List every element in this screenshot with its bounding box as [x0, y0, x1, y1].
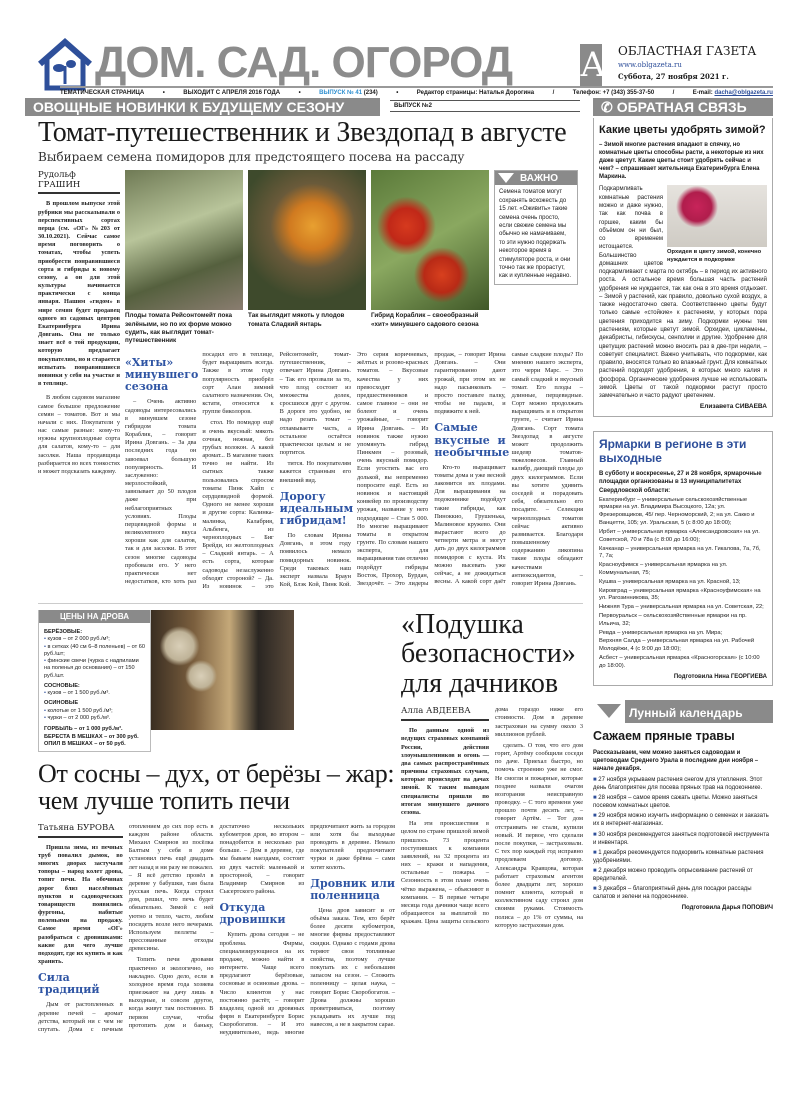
lunar-bar [625, 700, 773, 723]
body-text: Цена дров зависит и от объёма заказа. Тем, кто берёт более десяти кубометров, многие фирмы предоставляют скидки. Однако с годами дрова теряют свои топливные свойства, поэтому лучше покупать их с небольшим запасом на сезон. – Сложить поленницу – целая наука, – говорит Борис Скоробогатов. – Дрова должны хорошо проветриваться, поэтому укладывать их лучше под навесом, а не в закрытом сарае. [310, 906, 395, 1029]
lunar-intro: Рассказываем, чем можно заняться садоводам и цветоводам Среднего Урала в последние дни ноября – начале декабря. [593, 749, 759, 772]
fair-item: Асбест – универсальная ярмарка «Красногорская» (с 10:00 до 18:00). [599, 655, 760, 669]
subheading: Сила традиций [38, 971, 100, 997]
body-text: Купить дрова сегодня – не проблема. Фирмы, специализирующиеся на их продаже, можно найти в интернете. Чаще всего предлагают берёзовые, сосновые и осиновые дрова. – Число клиентов у нас постоянно растёт, – говорит владелец одной из дровяных фирм в Екатеринбурге Борис Скоробогатов. – И это неудивительно, ведь многие предпочитают жить за городом или хотя бы выходные проводить в деревне. Немало покупателей предпочитают чурки и даже брёвна – сами хотят колоть. [219, 822, 395, 1037]
price-group-title: БЕРЁЗОВЫЕ: [44, 629, 83, 636]
prices-box [38, 610, 151, 752]
photo-figure [248, 170, 366, 328]
lunar-bar-label: Лунный календарь [629, 705, 743, 720]
bullet-icon: • [44, 690, 48, 697]
paper-name: ОБЛАСТНАЯ ГАЗЕТА [618, 44, 757, 58]
price-extra-item: БЕРЕСТА В МЕШКАХ – от 300 руб. [44, 733, 139, 740]
main-subtitle: Выбираем семена помидоров для предстоящего посева на рассаду [38, 150, 465, 165]
price-item-text: кузов – от 1 500 руб./м³. [47, 690, 110, 697]
section-issue: ВЫПУСК №2 [390, 100, 580, 112]
body-text: – Очень активно садоводы интересовались в минувшем сезоне гибридом томата Кораблик, – говорит Ирина Довгань. – За два последних года он завоевал большую популярность. И заслуженно: мерзлостойкий, завязывает до 50 плодов даже при неблагоприятных условиях. Плоды перцевидной формы и великолепного вкуса хороши как для салатов, так и для засолки. В этот сезон многие садоводы пробовали его. У него практически нет недостатков, кто хоть раз посадил его в теплице, будет выращивать всегда. Также в этом году популярность приобрёл сорт Алан зимний салатного назначения. Он, кстати, относится к группе биколоров. [125, 351, 274, 586]
bullet-icon: ■ [593, 831, 599, 838]
body-text: На эти происшествия в целом по стране пришлой зимой пришлось 73 процента поступивших к компании заявлений, на 32 процента из них – кражи и нападения, остальные – пожары. – Сезонность в этом плане очень чётко выражена, – объясняют в компании. – В первые четыре месяца года дачники чаще всего обращаются за выплатой по кражам. Цена защиты сельского дома гораздо ниже его стоимости. Дом в деревне застрахован на сумму около 3 миллионов рублей. [401, 706, 583, 926]
lunar-item [593, 776, 773, 792]
fair-item: Екатеринбург – универсальные сельскохозяйственные ярмарки на ул. Владимира Высоцкого, 12а; ул. Фрезеровщиков, 45/ пер. Черноморский, 2; на ул. Сакко и Ванцетти, 105; ул. Уральская, 5 (с 8:00 до 18:00); [599, 496, 755, 527]
insurance-lead: По данным одной из ведущих страховых компаний России, действия злоумышленников и огонь — два самых распространённых причины страховых случаев, которые происходят на дачах зимой. К таким выводам специалисты пришли по итогам минувшего дачного сезона. [401, 727, 489, 816]
masthead-title: ДОМ. САД. ОГОРОД [95, 38, 513, 87]
photo-figure [371, 170, 489, 328]
lunar-item [593, 831, 773, 847]
main-author: Рудольф ГРАШИН [38, 170, 120, 194]
info-line: ТЕМАТИЧЕСКАЯ СТРАНИЦА • ВЫХОДИТ С АПРЕЛЯ 2016 ГОДА • ВЫПУСК № 41 (234) • Редактор страницы: Наталья Дорогина / Телефон: +7 (343) 355-37-50 / E-mail: dacha@oblgazeta.ru [60, 86, 773, 97]
photo-caption: Гибрид Кораблик – своеобразный «хит» минувшего садового сезона [371, 312, 479, 328]
subheading: Самые вкусные и необычные [434, 421, 510, 459]
main-article [38, 118, 583, 591]
lunar-item-text: 2 декабря можно проводить опрыскивание растений от вредителей. [593, 867, 753, 883]
prices-title: ЦЕНЫ НА ДРОВА [39, 610, 150, 623]
feedback-title: Какие цветы удобрять зимой? [599, 124, 766, 136]
feedback-bar [593, 98, 773, 116]
fairs-signature: Подготовила Нина ГЕОРГИЕВА [673, 673, 767, 680]
price-item-text: колотые от 1 500 руб./м³; [47, 707, 113, 714]
issue-total: (234) [363, 90, 378, 96]
price-extra-item: ГОРБЫЛЬ – от 1 000 руб./м³. [44, 726, 123, 733]
insurance-article [401, 610, 583, 930]
insurance-author: Алла АВДЕЕВА [401, 706, 489, 721]
photo-firewood [151, 610, 294, 730]
logo-house-icon [36, 38, 94, 92]
subheading: Дровник или поленница [310, 876, 395, 902]
insurance-body-columns [401, 706, 583, 930]
fairs-box [593, 431, 773, 685]
lunar-item [593, 849, 773, 865]
lunar-signature: Подготовила Дарья ПОПОВИЧ [681, 905, 773, 912]
bullet-icon: ■ [593, 813, 599, 820]
bullet-icon: ■ [593, 795, 599, 802]
lunar-item [593, 885, 773, 901]
photo-tomato-korablik [371, 170, 489, 310]
price-item [44, 658, 145, 680]
bullet-icon: • [44, 707, 48, 714]
fair-item: Кушва – универсальная ярмарка на ул. Красной, 13; [599, 578, 741, 585]
fair-item: Ревда – универсальная ярмарка на ул. Мира; [599, 629, 723, 636]
price-item-text: кузов – от 2 000 руб./м³; [47, 636, 110, 643]
page-type: ТЕМАТИЧЕСКАЯ СТРАНИЦА [60, 90, 145, 96]
since: ВЫХОДИТ С АПРЕЛЯ 2016 ГОДА [183, 90, 281, 96]
feedback-question: – Зимой многие растения впадают в спячку, но комнатные цветы способны расти, а некоторые из них даже цветут. Какие цветы стоит удобрять сейчас и чем? – спрашивает жительница Екатеринбурга Елена Маркина. [599, 142, 764, 181]
phone-icon: ✆ [601, 99, 613, 115]
lunar-triangle-icon [597, 704, 621, 718]
bullet-icon: ■ [593, 886, 599, 893]
fair-item: Красноуфимск – универсальная ярмарка на ул. Коммунальная, 75; [599, 562, 728, 576]
triangle-icon [498, 173, 514, 183]
lunar-item-text: 27 ноября укрываем растения снегом для утепления. Этот день благоприятен для посева пряных трав на подоконнике. [593, 777, 763, 792]
price-extra-item: ОПИЛ В МЕШКАХ – от 50 руб. [44, 740, 126, 747]
bullet-icon: ■ [593, 867, 599, 874]
photo-caption: Орхидея в цвету зимой, конечно нуждается в подкормке [667, 249, 762, 263]
fair-item: Кировград – универсальная ярмарка «Красноуфимская» на ул. Рагозинникова, 35; [599, 587, 761, 602]
important-text: Семена томатов могут сохранять всхожесть до 15 лет. «Оживить» такие семена очень просто, если свежие семена мы обычно не намачиваем, то эти нужно подержать некоторое время в стимуляторе роста, и они точно так же прорастут, как и купленные недавно. [499, 189, 571, 280]
price-item-text: в сетках (40 см 6–8 поленьев) – от 60 руб./шт; [44, 643, 145, 657]
fair-item: Нижняя Тура – универсальная ярмарка на ул. Советская, 22; [599, 604, 764, 611]
fair-item: Первоуральск – сельскохозяйственные ярмарки на пр. Ильича, 32; [599, 613, 747, 627]
photo-figure [125, 170, 243, 345]
price-item-text: финские свечи (чурка с надпилами на поленья до основания) – от 150 руб./шт. [44, 658, 139, 679]
wood-article [38, 610, 395, 1038]
price-group-title: ОСИНОВЫЕ [44, 700, 79, 707]
photo-orchid [667, 185, 767, 247]
lunar-item-text: 3 декабря – благоприятный день для посадки рассады салатов и зелени на подоконнике. [593, 886, 752, 901]
bullet-icon: ■ [593, 849, 599, 856]
section-title [25, 98, 380, 116]
lunar-item-text: 30 ноября рекомендуется заняться подготовкой инструмента и инвентаря. [593, 831, 770, 846]
main-body-columns [125, 351, 583, 591]
body-text: Топить печи дровами практично и экологично, но накладно. Одно дело, если в холодное время года хозяева приезжают на дачу лишь в выходные, и совсем другое, когда живут там постоянно. В первом случае, чтобы протопить дом и баньку, достаточно нескольких кубометров дров, во втором – понадобится в несколько раз больше. – Дом в деревне, где мы бываем наездами, состоит из двух частей: маленькой и просторной, – говорит Владимир Смирнов из Сысертского района. [128, 822, 305, 1029]
wood-author: Татьяна БУРОВА [38, 823, 123, 838]
feedback-box [593, 118, 773, 417]
important-box [494, 170, 578, 284]
photo-caption: Плоды томата Рейсонтомейт пока зелёными, но по их форме можно судить, как выглядит томат-путешественник [125, 312, 233, 344]
paper-site-link[interactable]: www.oblgazeta.ru [618, 61, 682, 69]
editor: Редактор страницы: Наталья Дорогина [416, 90, 535, 96]
email-link[interactable]: dacha@oblgazeta.ru [714, 90, 773, 96]
fairs-intro: В субботу и воскресенье, 27 и 28 ноября, ярмарочные площадки организованы в 13 муниципалитетах Свердловской области: [599, 471, 762, 494]
wood-headline: От сосны – дух, от берёзы – жар: чем лучше топить печи [38, 759, 395, 816]
paper-info [618, 44, 756, 81]
bullet-icon: • [44, 636, 48, 643]
feedback-signature: Елизавета СИВАЕВА [699, 403, 767, 411]
body-text: Дым от растопленных в деревне печей – аромат детства, который ни с чем не спутать. Дома с печным отоплением до сих пор есть в каждом районе области. Михаил Смирнов из посёлка Балтым у себя в доме установил печь ещё двадцать лет назад и ни разу не пожалел. – Я всё детство провёл в деревне у бабушки, там была русская печь. Когда строил дом, решил, что печь будет обязательно. Зимой с ней уютно и тепло, часто, любим посидеть возле него вечерами. Используем пеллеты – прессованные отходы древесины. [38, 822, 214, 1033]
fair-item: Качканар – универсальная ярмарка на ул. Гикалова, 7а, 7б, 7, 7а; [599, 545, 761, 560]
price-item [44, 636, 145, 643]
lunar-title: Сажаем пряные травы [593, 728, 735, 743]
main-headline: Томат-путешественник и Звездопад в августе [38, 117, 567, 148]
feedback-text: Подкармливать комнатные растения можно и даже нужно, так как почва в горшке, каким бы объёмом он ни был, со временем истощается. Большинство домашних цветов подкармливают с марта по октябрь – в период их активного роста. А остальное время большая часть растений удобрения не нуждается, так как она в это время отдыхает. – Зимой у растений, как правило, довольно сухой воздух, а также недостаточно света. Соответственно цветы будут только самые «стойкие» к растениям, у которых пора цветения приходится на зиму. Подкормки нужны тем растениям, которые цветут зимой. Орхидеи, цикламены, декабристы, гибискусы, сенполии и другие. Удобрение для цветущих растений можно вносить раз в две-три недели, – советует специалист. Важно учитывать, что подкормки, как правило, вносятся только во влажный грунт. Для комнатных растений подходят удобрения, в которых много калия и фосфора. Органические удобрения лучше не использовать зимой. Цветы от такой подкормки растут просто замечательно и часто радуют цветением. [599, 186, 767, 400]
price-item [44, 715, 145, 722]
bullet-icon: ■ [593, 777, 599, 783]
issue-date: Суббота, 27 ноября 2021 г. [618, 72, 729, 81]
lunar-section [593, 700, 773, 912]
main-paragraph: В любом садовом магазине самое большое предложение семян – томатов. Вот и мы начали с них. Покупатели у нас самые разные: кому-то нужны крупноплодные сорта для салатов, кому-то – для засолки. Наша продавщица разбирается во всех тонкостях и может подсказать каждому. [38, 394, 120, 475]
price-item [44, 708, 145, 715]
lunar-item-text: 29 ноября можно изучить информацию о семенах и заказать их в интернет-магазинах. [593, 813, 769, 828]
insurance-headline: «Подушка безопасности» для дачников [401, 609, 576, 699]
fairs-title: Ярмарки в регионе в эти выходные [599, 437, 747, 466]
body-text: тится. Но покупателям кажется странным его внешний вид. [279, 460, 351, 484]
lunar-item [593, 812, 773, 828]
price-extra [44, 726, 145, 748]
issue-number: ВЫПУСК № 41 [319, 90, 363, 96]
photo-figure [667, 185, 767, 264]
important-header [495, 171, 577, 185]
feedback-bar-label: ОБРАТНАЯ СВЯЗЬ [616, 99, 747, 115]
paper-logo-letter: А [580, 45, 606, 85]
wood-body-columns [38, 823, 395, 1038]
price-item [44, 644, 145, 659]
price-item-text: чурки – от 2 000 руб./м³. [47, 714, 111, 721]
lunar-item [593, 867, 773, 883]
photo-caption: Так выглядит мякоть у плодов томата Сладкий янтарь [248, 312, 345, 328]
bullet-icon: • [44, 714, 48, 721]
lunar-item [593, 794, 773, 810]
body-text: По словам Ирины Довгань, в этом году появилось немало помидорных новинок. Среди таковых наш эксперт назвала Браун Кой, Блэк Кой, Пинк Кой. Это серия коричневых, жёлтых и розово-красных томатов. – Вкусовые качества у них превосходят предшественников и самое главное – они не болеют и очень урожайные, – говорит Ирина Довгань. – Из новинок также нужно упомянуть гибрид Пинкмен – розовый, очень вкусный помидор. Если угостить вас его долькой, вы непременно попросите ещё. Есть из новинок и настоящий конвейер по производству урожая, название у него подходящее – Стан 5 000. Но многие выращивают томаты в открытом грунте. По словам нашего эксперта, для выращивания там отлично подойдут гибриды Восток, Прохор, Бурдан, Звездочёт. – Это лидеры продаж, – говорит Ирина Довгань. – Они гарантированно дают урожай, при этом их не надо пасынковать – просто поставьте палку, чтобы не падали, и подвяжите к ней. [279, 351, 506, 589]
subheading: Дорогу идеальным гибридам! [279, 489, 354, 528]
fair-item: Ирбит – универсальная ярмарка «Александровская» на ул. Советской, 70 и 78а (с 8:00 до 16:00); [599, 528, 760, 543]
body-text: сделать. О том, что его дом горит, Артёму сообщили соседи по даче. Приехал быстро, но помочь строению уже не смог. Не смогли и пожарные, которые позднее назвали очагом возгорания неисправную проводку. – С того времени уже прошло почти десять лет, – говорит Артём. – Тот дом отстраивать не стали, купили новый. И первое, что сделали после покупки, – застраховали. С тех пор каждый год исправно продлеваем договор. Александра Кравцова, которая работает страховым агентом более двадцати лет, хорошо помнит клиента, который в коллективном саду строил дом своими руками. Стоимость полиса – до 1% от суммы, на которую застрахован дом. [495, 741, 583, 929]
body-text: стол. Но помидор ещё и очень вкусный: мякоть сочная, нежная, без грубых волокон. А какой аромат... В магазине таких точно не найти. Из сытных также пользовались спросом томаты Пинк Хайп с сердцевидной формой. Одного не менее хороши и другие сорта: Калинка-малинка, Калабрия, Альбенга, из черноплодных – Биг Брейди, из желтоплодных – Сладкий янтарь. – А есть сорта, которые садоводы незаслуженно обходят стороной? – Да. Из новинок – это Рейсонтомейт, томат-путешественник, – отвечает Ирина Довгань. – Так его прозвали за то, что плод состоит из множества долек, сросшихся друг с другом. В дороге это удобно, не надо резать томат – отламываете часть, а остальное остаётся практически целым и не портится. [202, 351, 351, 590]
email-label: E-mail: [692, 90, 713, 96]
body-text: Кто-то выращивает томаты дома и уже весной лакомится их плодами. Для выращивания на подоконнике подойдут такие гибриды, как Пиноккио, Грушенька, Малиновое кружево. Они вырастают всего до четверти метра и могут дать до двух килограммов помидоров с куста. Их можно высевать уже сейчас, а не дожидаться весны. А какой сорт даёт самые сладкие плоды? По мнению нашего эксперта, это черри Марс. – Это самый сладкий и вкусный томат. Его плоды – длинные, перцевидные. Сорт можно продолжать выращивать и в открытом грунте, – считает Ирина Довгань. Сорт томата Звездопад в августе может продолжить шедевр томатов-тяжеловесов. Главный калибр, дающий плоды до двух килограммов. Если вы хотите удивить соседей и порадовать себя, обязательно его посадите. – Селекция черноплодных томатов сейчас активно развивается. Благодаря повышенному содержанию ликопина такие плоды обладают качествами антиоксидантов, – говорит Ирина Довгань. [434, 351, 583, 587]
main-lead: В прошлом выпуске этой рубрики мы рассказывали о перспективных сортах перца (см. «ОГ» №203 от 30.10.2021). Сейчас самое время поговорить о томатах, чтобы успеть приобрести понравившиеся сорта и гибриды к новому сезону, а он для этой культуры начинается практически с конца января. Нашим «гидом» в мире семян будет продавец одного из садовых центров Екатеринбурга Ирина Довгань. Она не только знает всё о той продукции, которую предлагает покупателям, но и старается испытать понравившиеся новинки у себя на участке и в теплице. [38, 200, 120, 388]
fair-item: Верхняя Салда – универсальная ярмарка на ул. Рабочей Молодёжи, 4 (с 9:00 до 18:00); [599, 638, 755, 653]
phone: Телефон: +7 (343) 355-37-50 [572, 90, 655, 96]
subheading: Откуда дровишки [219, 901, 286, 927]
bullet-icon: • [44, 658, 48, 665]
price-item [44, 690, 145, 697]
wood-lead: Пришла зима, из печных труб повалил дымок, во многих дворах застучали топоры – народ колет дрова, топит печи. На обочинах дорог близ населённых пунктов и садоводческих товариществ появились фургоны, набитые поленьями на продажу. Самое время «ОГ» разобраться с дровишками: какие для чего лучше подходят, где их купить и как хранить. [38, 843, 123, 966]
price-group-title: СОСНОВЫЕ: [44, 682, 80, 689]
important-title: ВАЖНО [520, 172, 558, 184]
photo-tomato-cut [248, 170, 366, 310]
bullet-icon: • [44, 643, 48, 650]
photo-tomato-green [125, 170, 243, 310]
lunar-item-text: 28 ноября – самое время сажать цветы. Можно заняться посевом комнатных цветов. [593, 795, 758, 810]
section-title-text: ОВОЩНЫЕ НОВИНКИ К БУДУЩЕМУ СЕЗОНУ [33, 99, 345, 115]
lunar-item-text: 1 декабря рекомендуется подкормить комнатные растения удобрениями. [593, 849, 764, 864]
subheading: «Хиты» минувшего сезона [125, 356, 199, 394]
